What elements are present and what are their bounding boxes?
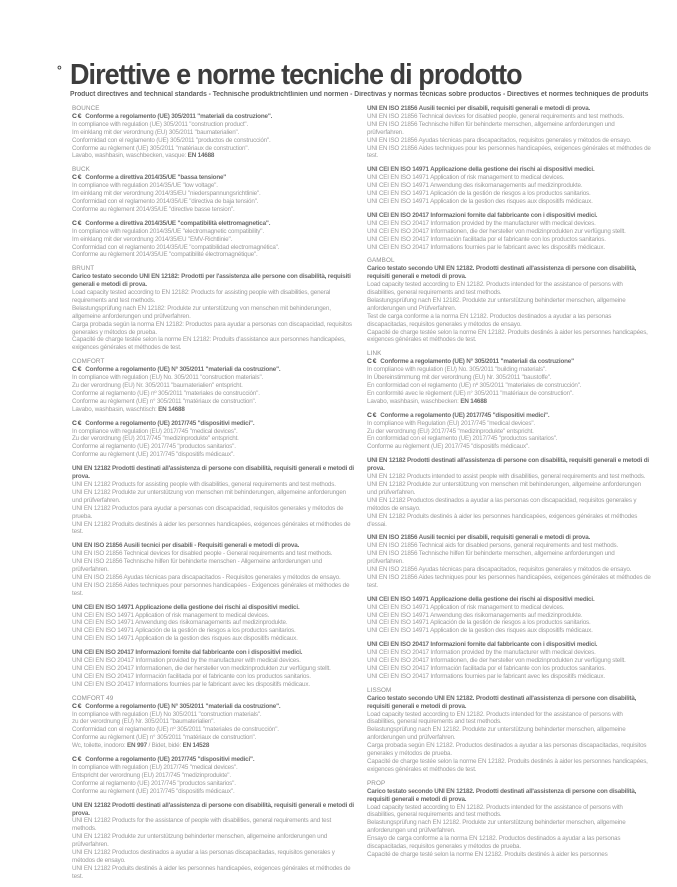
- standard-line: Conforme al reglamento (UE) 2017/745 "productos sanitarios".: [72, 443, 236, 451]
- standard-line: UNI EN ISO 21856 Aides techniques pour les personnes handicapées, exigences générales et méthodes de test.: [367, 573, 651, 589]
- standard-line: UNI EN ISO 21856 Aides techniques pour personnes handicapées - Exigences générales et méthodes de test.: [72, 581, 350, 597]
- standard-block: [72, 802, 357, 881]
- section-gambol: [367, 257, 652, 344]
- title-row: [57, 60, 666, 90]
- standard-line: Conformidad con el reglamento (UE) nº 305/2011 "materiales de construcción".: [72, 726, 279, 734]
- standard-line-lead: UNI CEI EN ISO 14971 Applicazione della gestione dei rischi ai dispositivi medici.: [72, 603, 300, 611]
- ce-mark-icon: C€: [72, 419, 83, 427]
- standard-block: [72, 273, 357, 352]
- standard-line: UNI CEI EN ISO 20417 Informations fournies par le fabricant avec les dispositifs médicaux.: [367, 672, 605, 680]
- standard-block: [367, 265, 652, 344]
- note-part: Lavabo, washbasin, waschbecken:: [367, 397, 461, 405]
- standard-line: Conforme al reglamento (UE) nº 305/2011 "materiales de construcción".: [72, 389, 260, 397]
- standard-line: UNI EN 12182 Productos destinados a ayudar a las personas discapacitadas, requisitos generales y métodos de ensayo.: [72, 849, 335, 864]
- standard-line: Conforme au règlement (UE) 2017/745 "dispositifs médicaux".: [367, 443, 530, 451]
- standard-line-lead: UNI EN ISO 21856 Ausili tecnici per disabili, requisiti generali e metodi di prova.: [367, 105, 591, 112]
- standard-line: Carga probada según EN 12182. Productos destinados a ayudar a las personas discapacitadas, requisitos generales y métodos de prueba.: [367, 742, 647, 758]
- column-left: [72, 105, 357, 887]
- standard-line: UNI CEI EN ISO 20417 Informations fournies par le fabricant avec les dispositifs médicaux.: [367, 243, 605, 251]
- standard-line-lead: UNI EN 12182 Prodotti destinati all'assistenza di persone con disabilità, requisiti generali e metodi di prova.: [72, 465, 354, 481]
- standard-line: UNI EN ISO 21856 Technical devices for disabled people, general requirements and test methods.: [367, 112, 625, 120]
- standard-line: En conformidad con el reglamento (UE) 2017/745 "productos sanitarios".: [367, 435, 558, 443]
- standard-line-lead: UNI EN 12182 Prodotti destinati all'assistenza di persone con disabilità, requisiti generali e metodi di prova.: [72, 801, 354, 817]
- standard-line: Conforme au règlement 2014/35/UE "compatibilité électromagnétique".: [72, 251, 258, 259]
- standard-block: [72, 420, 357, 460]
- degree-mark: °: [57, 63, 62, 77]
- standard-block: [72, 542, 357, 597]
- standard-line: Conforme au règlement (UE) 305/2011 "matériaux de construction".: [72, 144, 249, 152]
- page-title: Direttive e norme tecniche di prodotto: [70, 59, 522, 91]
- standard-line: Zu der verordnung (EU) Nr. 305/2011 "baumaterialien" entspricht.: [72, 382, 243, 389]
- standard-block: [72, 649, 357, 689]
- standard-line: Entspricht der verordnung (EU) 2017/745 "medizinprodukte".: [72, 771, 231, 779]
- standard-line: Belastungsprüfung nach EN 12182. Produkte zur unterstützung behinderter menschen, allgemeine anforderungen und prüfverfahren.: [367, 819, 626, 835]
- standard-line: UNI CEI EN ISO 20417 Información facilitada por el fabricante con los productos sanitarios.: [367, 665, 606, 672]
- ce-mark-icon: C€: [72, 112, 83, 120]
- standard-line: Capacité de charge testée selon la norme EN 12182. Produits destinés à aider les personnes handicapées, exigences générales et méthodes de test.: [367, 757, 648, 773]
- standard-block: [72, 174, 357, 214]
- standard-line: UNI CEI EN ISO 20417 Informationen, die der hersteller von medizinprodukten zur verfügung stellt.: [367, 227, 626, 235]
- standard-line-lead: UNI CEI EN ISO 14971 Applicazione della gestione dei rischi ai dispositivi medici.: [367, 166, 595, 174]
- standard-line-lead: UNI CEI EN ISO 20417 Informazioni fornite dal fabbricante con i dispositivi medici.: [367, 211, 598, 219]
- standard-line: Capacité de charge testée selon la norme EN 12182: Produits d'assistance aux personnes handicapées, exigences générales et méthodes de test.: [72, 336, 346, 352]
- standard-line-lead: C€ Conforme a regolamento (UE) 2017/745 "dispositivi medici".: [72, 419, 255, 427]
- standard-line: Carga probada según la norma EN 12182: Productos para ayudar a personas con discapacidad, requisitos generales y métodos de prueba.: [72, 320, 352, 336]
- standard-line: In compliance with regulation 2014/35/UE "low voltage".: [72, 182, 218, 190]
- standard-block: [367, 105, 652, 160]
- standard-block: [367, 596, 652, 636]
- standard-line: In compliance with regulation (EU) 2017/745 "medical devices".: [72, 427, 238, 435]
- standard-line: UNI CEI EN ISO 14971 Application of risk management to medical devices.: [367, 603, 565, 611]
- standard-line: UNI EN ISO 21856 Technical aids for disabled persons, general requirements and test methods.: [367, 542, 619, 550]
- note-part: EN 14528: [182, 742, 210, 750]
- standard-line: Load capacity tested according to EN 12182. Products intended for the assistance of persons with disabilities, general requirements and test methods.: [367, 710, 623, 726]
- standard-line: UNI EN 12182 Produkte zur unterstützung behinderter menschen, allgemeine anforderungen und prüfverfahren.: [72, 833, 328, 849]
- standard-block: [367, 166, 652, 206]
- standard-line-lead: C€ Conforme a direttiva 2014/35/UE "bassa tensione": [72, 174, 227, 182]
- standard-line: UNI EN 12182 Products for the assistance of people with disabilities, general requirements and test methods.: [72, 817, 332, 833]
- standard-line: Conformidad con el reglamento 2014/35/UE "directiva de baja tensión".: [72, 197, 259, 205]
- standard-line: Load capacity tested according to EN 12182: Products for assisting people with disabilities, general requirements and test methods.: [72, 289, 331, 304]
- standard-line: UNI CEI EN ISO 14971 Application de la gestion des risques aux dispositifs médicaux.: [72, 635, 298, 643]
- standard-line-lead: C€ Conforme a direttiva 2014/35/UE "compatibilità elettromagnetica".: [72, 219, 271, 227]
- standard-line: Zu der verordnung (EU) 2017/745 "medizinprodukte" entspricht.: [72, 435, 239, 443]
- standard-line: UNI CEI EN ISO 14971 Aplicación de la gestión de riesgos a los productos sanitarios.: [367, 619, 591, 627]
- ce-mark-icon: C€: [72, 702, 83, 710]
- standard-line-lead: UNI EN ISO 21856 Ausili tecnici per disabili - Requisiti generali e metodi di prova.: [72, 542, 300, 550]
- standard-line-lead: C€ Conforme a regolamento (UE) 2017/745 "dispositivi medici".: [367, 411, 550, 419]
- standard-line: UNI CEI EN ISO 20417 Information provided by the manufacturer with medical devices.: [367, 219, 596, 227]
- standard-line-lead: C€ Conforme a regolamento (UE) 2017/745 "dispositivi medici".: [72, 756, 255, 764]
- section-bounce: [72, 105, 357, 160]
- section-heading: BUCK: [72, 166, 90, 174]
- section-comfort-49: [72, 695, 357, 881]
- note-part: EN 14688: [158, 405, 185, 413]
- standard-line: In Übereinstimmung mit der verordnung (EU) Nr. 305/2011 "baustoffe".: [367, 374, 552, 382]
- standard-line: Conformidad con el reglamento (UE) 305/2011 "productos de construcción".: [72, 136, 271, 144]
- standard-line: UNI EN ISO 21856 Ayudas técnicas para discapacitados, requisitos generales y métodos de ensayo.: [367, 136, 632, 144]
- standard-line: UNI CEI EN ISO 14971 Application de la gestion des risques aux dispositifs médicaux.: [367, 627, 593, 635]
- standard-block: [367, 412, 652, 452]
- standard-line: UNI CEI EN ISO 14971 Aplicación de la gestión de riesgos a los productos sanitarios.: [367, 190, 591, 198]
- standard-line-lead: Carico testato secondo UNI EN 12182. Prodotti destinati all'assistenza di persone con disabilità, requisiti generali e metodi di prova.: [367, 265, 637, 281]
- standard-note: [367, 398, 652, 406]
- standard-block: [72, 604, 357, 644]
- page-header: [57, 60, 666, 98]
- standard-line: UNI CEI EN ISO 14971 Application of risk management to medical devices.: [367, 174, 565, 182]
- ce-mark-icon: C€: [72, 219, 83, 227]
- standard-line: En conformidad con el reglamento (UE) nº 305/2011 "materiales de construcción".: [367, 382, 582, 389]
- standard-block: [72, 113, 357, 160]
- standard-line: In compliance with regulation (EU) No. 305/2011 "construction materials".: [72, 374, 264, 382]
- standard-block: [72, 465, 357, 536]
- standard-block: [367, 358, 652, 405]
- standard-line-lead: UNI CEI EN ISO 14971 Applicazione della gestione dei rischi ai dispositivi medici.: [367, 595, 595, 603]
- standard-line-lead: Carico testato secondo UNI EN 12182. Prodotti destinati all'assistenza di persone con disabilità, requisiti generali e metodi di prova.: [367, 694, 637, 710]
- standard-block: [72, 756, 357, 796]
- standard-line: Ensayo de carga conforme a la norma EN 12182. Productos destinados a ayudar a las personas discapacitadas, requisitos generales y métodos de prueba.: [367, 835, 621, 851]
- standard-line: UNI EN ISO 21856 Technische hilfen für behinderte menschen, allgemeine anforderungen und prüfverfahren.: [367, 120, 615, 136]
- standard-line-lead: C€ Conforme a regolamento (UE) N° 305/2011 "materiali da costruzione".: [72, 702, 281, 710]
- standard-line: Belastungsprüfung nach EN 12182: Produkte zur unterstützung von menschen mit behinderungen, allgemeine anforderungen und prüfverfahren.: [72, 304, 331, 320]
- standard-line: Conforme al reglamento (UE) 2017/745 "productos sanitarios".: [72, 779, 236, 787]
- standard-line: UNI CEI EN ISO 20417 Information provided by the manufacturer with medical devices.: [367, 649, 596, 657]
- standard-line: Conforme au règlement 2014/35/UE "directive basse tension".: [72, 205, 235, 213]
- standard-line: Conformidad con el reglamento 2014/35/UE "compatibilidad electromagnética".: [72, 243, 280, 251]
- standard-line: In compliance with regulation (EU) No 305/2011 "construction materials".: [72, 710, 262, 718]
- standard-line: Belastungsprüfung nach EN 12182. Produkte zur unterstützung behinderter menschen, allgemeine anforderungen und prüfverfahren.: [367, 726, 626, 742]
- standard-line: UNI EN ISO 21856 Technische hilfen für behinderte menschen, allgemeine anforderungen und prüfverfahren.: [367, 550, 615, 566]
- standard-block: [367, 534, 652, 589]
- standard-line-lead: C€ Conforme a regolamento (UE) N° 305/2011 "materiali da costruzione": [367, 358, 574, 366]
- standard-line: UNI CEI EN ISO 14971 Anwendung des risikomanagements auf medizinprodukte.: [72, 619, 288, 627]
- standard-line: In compliance with regulation 2014/35/UE "electromagnetic compatibility".: [72, 227, 264, 235]
- standard-line: UNI EN ISO 21856 Technische hilfen für behinderte menschen - Allgemeine anforderungen und prüfverfahren.: [72, 558, 322, 574]
- section-lissom: [367, 687, 652, 774]
- ce-mark-icon: C€: [72, 366, 83, 374]
- section-prop: [367, 780, 652, 859]
- standard-line-lead: Carico testato secondo UNI EN 12182: Prodotti per l'assistenza alle persone con disabilità, requisiti generali e metodi di prova.: [72, 273, 351, 289]
- standard-line: UNI EN 12182 Products for assisting people with disabilities, general requirements and test methods.: [72, 480, 336, 488]
- standard-line: Conforme au règlement (UE) n° 305/2011 "matériaux de construction".: [72, 397, 257, 405]
- standard-line: Capacité de charge testé selon la norme EN 12182. Produits destinés à aider les personnes: [367, 850, 608, 858]
- content-columns: [72, 105, 652, 887]
- standard-line-lead: Carico testato secondo UNI EN 12182. Prodotti destinati all'assistenza di persone con disabilità, requisiti generali e metodi di prova.: [367, 787, 637, 803]
- standard-line: UNI CEI EN ISO 14971 Aplicación de la gestión de riesgos a los productos sanitarios.: [72, 627, 296, 635]
- ce-mark-icon: C€: [72, 756, 83, 764]
- column-right: [367, 105, 652, 887]
- standard-line-lead: UNI EN 12182 Prodotti destinati all'assistenza di persone con disabilità, requisiti generali e metodi di prova.: [367, 457, 649, 473]
- standard-line: Capacité de charge testée selon la norme EN 12182. Produits destinés à aider les personnes handicapées, exigences générales et méthodes de test.: [367, 328, 648, 344]
- ce-mark-icon: C€: [367, 358, 378, 366]
- standard-line: UNI CEI EN ISO 20417 Informations fournies par le fabricant avec les dispositifs médicaux.: [72, 680, 310, 688]
- standard-line: UNI EN 12182 Produkte zur unterstützung von menschen mit behinderungen, allgemeine anforderungen und prüfverfahren.: [367, 480, 641, 496]
- standard-line: Im einklang mit der verordnung 2014/35/EU "niederspannungsrichtlinie".: [72, 190, 261, 198]
- standard-line: Conforme au règlement (UE) n° 305/2011 "matériaux de construction".: [72, 734, 257, 742]
- note-part: Lavabo, washbasin, waschbecken, vasque:: [72, 152, 188, 160]
- section-heading: COMFORT: [72, 358, 105, 366]
- standard-block: [367, 457, 652, 528]
- standard-line-lead: C€ Conforme a regolamento (UE) 305/2011 "materiali da costruzione".: [72, 112, 273, 120]
- section-heading: GAMBOL: [367, 257, 395, 265]
- standard-line: Conforme au règlement (UE) 2017/745 "dispositifs médicaux".: [72, 451, 235, 459]
- standard-line: Load capacity tested according to EN 12182. Products intended for the assistance of persons with disabilities, general requirements and test methods.: [367, 803, 623, 819]
- ce-mark-icon: C€: [367, 411, 378, 419]
- section-heading: BOUNCE: [72, 105, 100, 112]
- section-heading: COMFORT 49: [72, 694, 114, 702]
- section-heading: LINK: [367, 350, 382, 358]
- standard-line: In compliance with regulation (UE) 305/2011 "construction product".: [72, 120, 249, 128]
- standard-line: UNI EN 12182 Produits destinés à aider les personnes handicapées, exigences générales et méthodes de test.: [72, 520, 351, 536]
- section-link: [367, 350, 652, 680]
- standard-line: UNI EN 12182 Productos para ayudar a personas con discapacidad, requisitos generales y métodos de prueba.: [72, 504, 344, 520]
- standard-block: [72, 220, 357, 260]
- standard-line: In compliance with regulation (EU) 2017/745 "medical devices".: [72, 763, 238, 771]
- standard-line: UNI CEI EN ISO 14971 Application of risk management to medical devices.: [72, 611, 270, 619]
- standard-note: [72, 742, 357, 750]
- standard-line: Belastungsprüfung nach EN 12182. Produkte zur unterstützung behinderter menschen, allgemeine anforderungen und Prüfverfahren.: [367, 296, 626, 312]
- standard-line-lead: UNI EN ISO 21856 Ausili tecnici per disabili, requisiti generali e metodi di prova.: [367, 534, 591, 542]
- ce-mark-icon: C€: [72, 174, 83, 182]
- standard-line: Load capacity tested according to EN 12182. Products intended for the assistance of persons with disabilities, general requirements and test methods.: [367, 281, 623, 297]
- note-part: / Bidet, bidé:: [146, 742, 183, 750]
- section-heading: LISSOM: [367, 686, 392, 694]
- standard-line: UNI EN ISO 21856 Ayudas técnicas para discapacitados, requisitos generales y métodos de ensayo.: [367, 566, 632, 574]
- standard-line: Zu der verordnung (EU) 2017/745 "medizinprodukte" entspricht.: [367, 427, 534, 435]
- standard-line: UNI CEI EN ISO 14971 Application de la gestion des risques aux dispositifs médicaux.: [367, 197, 593, 205]
- standard-line: UNI CEI EN ISO 20417 Information provided by the manufacturer with medical devices.: [72, 657, 301, 665]
- standard-line: En conformité avec le règlement (UE) n° 305/2011 "matériaux de construction".: [367, 389, 574, 397]
- standard-block: [72, 366, 357, 413]
- standard-line: UNI CEI EN ISO 20417 Informationen, die der hersteller von medizinprodukten zur verfügung stellt.: [367, 657, 626, 665]
- standard-line: UNI CEI EN ISO 20417 Informationen, die der hersteller von medizinprodukten zur verfügung stellt.: [72, 665, 331, 672]
- standard-line: UNI EN 12182 Produkte zur unterstützung von menschen mit behinderungen, allgemeine anforderungen und prüfverfahren.: [72, 488, 346, 504]
- standard-line: UNI CEI EN ISO 20417 Información facilitada por el fabricante con los productos sanitarios.: [72, 672, 311, 680]
- standard-line: UNI CEI EN ISO 20417 Información facilitada por el fabricante con los productos sanitarios.: [367, 235, 606, 243]
- section-heading: PROP: [367, 779, 386, 787]
- section-brunt: [72, 265, 357, 352]
- section-comfort: [72, 358, 357, 688]
- standard-line: UNI EN 12182 Products intended to assist people with disabilities, general requirements and test methods.: [367, 473, 646, 481]
- standard-line: Im einklang mit der verordnung (EU) 305/2011 "baumaterialien".: [72, 128, 240, 136]
- standard-line: In compliance with Regulation (EU) 2017/745 "medical devices".: [367, 419, 535, 427]
- standard-line: UNI EN 12182 Produits destinés à aider les personnes handicapées, exigences générales et méthodes de test.: [72, 864, 351, 880]
- standard-line: UNI CEI EN ISO 14971 Anwendung des risikomanagements auf medizinprodukte.: [367, 182, 583, 190]
- page-subtitle: Product directives and technical standards - Technische produktrichtlinien und normen - Directivas y normas técnicas sobre productos - Directives et normes techniques de produits: [70, 91, 649, 98]
- standard-line: UNI EN ISO 21856 Technical devices for disabled people - General requirements and test methods.: [72, 550, 333, 558]
- note-part: Wc, toilette, inodoro:: [72, 742, 128, 750]
- note-part: Lavabo, washbasin, waschtisch:: [72, 405, 159, 413]
- standard-line: In compliance with regulation (EU) No. 305/2011 "building materials".: [367, 366, 547, 374]
- standard-block: [72, 703, 357, 750]
- standard-line: UNI EN 12182 Produits destinés à aider les personnes handicapées, exigences générales et méthodes d'essai.: [367, 512, 638, 528]
- standard-line: UNI EN 12182 Productos destinados a ayudar a las personas con discapacidad, requisitos generales y métodos de ensayo.: [367, 496, 637, 512]
- standard-line: UNI EN ISO 21856 Ayudas técnicas para discapacitados - Requisitos generales y métodos de ensayo.: [72, 573, 341, 581]
- section-continued: [367, 105, 652, 251]
- standard-note: [72, 152, 357, 160]
- standard-line: UNI CEI EN ISO 14971 Anwendung des risikomanagements auf medizinprodukte.: [367, 611, 583, 619]
- standard-block: [367, 641, 652, 681]
- standard-line-lead: UNI CEI EN ISO 20417 Informazioni fornite dal fabbricante con i dispositivi medici.: [72, 649, 303, 657]
- standard-line-lead: UNI CEI EN ISO 20417 Informazioni fornite dal fabbricante con i dispositivi medici.: [367, 641, 598, 649]
- standard-line: zu der verordnung (EU) Nr. 305/2011 "baumaterialien".: [72, 718, 215, 726]
- standard-line-lead: C€ Conforme a regolamento (UE) N° 305/2011 "materiali da costruzione".: [72, 366, 281, 374]
- section-heading: BRUNT: [72, 265, 95, 273]
- standard-line: Conforme au règlement (UE) 2017/745 "dispositifs médicaux".: [72, 787, 235, 795]
- standard-line: UNI EN ISO 21856 Aides techniques pour les personnes handicapées, exigences générales et méthodes de test.: [367, 144, 651, 160]
- note-part: EN 14688: [187, 152, 215, 160]
- standard-line: Test de carga conforme a la norma EN 12182. Productos destinados a ayudar a las personas discapacitadas, requisitos generales y métodos de ensayo.: [367, 312, 612, 328]
- standard-note: [72, 406, 357, 414]
- section-buck: [72, 166, 357, 259]
- standard-block: [367, 695, 652, 774]
- note-part: EN 997: [127, 742, 147, 750]
- note-part: EN 14688: [460, 397, 487, 405]
- standard-block: [367, 212, 652, 252]
- standard-block: [367, 788, 652, 859]
- standard-line: Im einklang mit der verordnung 2014/35/EU "EMV-Richtlinie".: [72, 235, 233, 243]
